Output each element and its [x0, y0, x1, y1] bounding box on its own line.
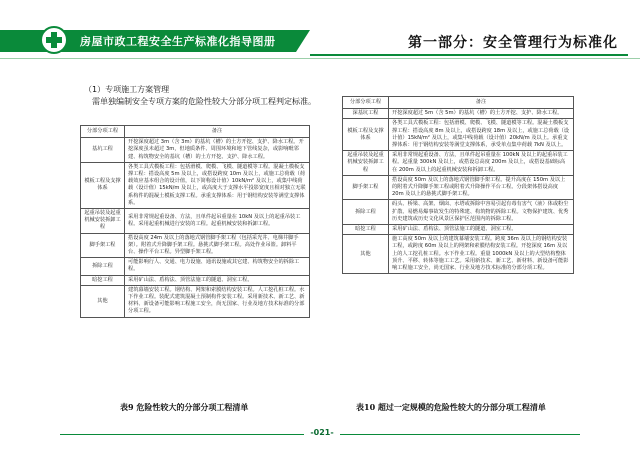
table-row: [343, 109, 574, 119]
table-caption-right: 表10 超过一定规模的危险性较大的分部分项工程清单: [356, 402, 546, 412]
intro-section: [84, 84, 324, 108]
category-cell: 脚手架工程: [81, 233, 125, 258]
table-row: [343, 119, 574, 151]
note-cell: 搭设高度 50m 及以上的落地式钢管脚手架工程。提升高度在 150m 及以上的附着式升降脚手架工程或附着式升降操作平台工程。分段架体搭设高度 20m 及以上的悬挑式脚手架工程。: [389, 175, 574, 200]
table-row: [81, 285, 310, 317]
header-rule: [310, 54, 628, 56]
note-cell: 搭设高度 24m 及以上的落地式钢管脚手架工程（包括采光井、电梯井脚手架）。附着式升降脚手架工程。悬挑式脚手架工程。高处作业吊篮。卸料平台、操作平台工程。异型脚手架工程。: [125, 233, 310, 258]
note-cell: 各类工具式模板工程：包括滑模、爬模、飞模、隧道模等工程。混凝土模板支撑工程：搭设高度 5m 及以上，或搭设跨度 10m 及以上，或施工总荷载（荷载效应基本组合的设计值，以下简称设计值）10kN/m² 及以上，或集中线荷载（设计值）15kN/m 及以上，或高度大于支撑水平投影宽度且相对独立无联系构件的混凝土模板支撑工程。承重支撑体系：用于钢结构安装等满堂支撑体系。: [125, 162, 310, 208]
table-header-row: [81, 126, 310, 138]
page-header: [0, 0, 640, 62]
column-header: 分部分项工程: [343, 97, 389, 109]
category-cell: 脚手架工程: [343, 175, 389, 200]
category-cell: 模板工程及支撑体系: [343, 119, 389, 151]
table-caption-left: 表9 危险性较大的分部分项工程清单: [120, 402, 249, 412]
table-header-row: [343, 97, 574, 109]
table-row: [81, 162, 310, 208]
category-cell: 其他: [343, 235, 389, 274]
section-heading: （1）专项施工方案管理: [84, 85, 170, 94]
note-cell: 采用矿山法、盾构法、顶管法施工的隧道、洞室工程。: [389, 225, 574, 235]
note-cell: 采用非常规起重设备、方法，且单件起吊重量在 10kN 及以上的起重吊装工程。采用起重机械进行安装的工程。起重机械安装和拆卸工程。: [125, 209, 310, 234]
category-cell: 基坑工程: [81, 138, 125, 163]
note-cell: 采用矿山法、盾构法、顶管法施工的隧道、洞室工程。: [125, 275, 310, 285]
note-cell: 建筑幕墙安装工程。钢结构、网架和索膜结构安装工程。人工挖孔桩工程。水下作业工程。装配式建筑混凝土预制构件安装工程。采用新技术、新工艺、新材料、新设备可能影响工程施工安全，尚无国家、行业及地方技术标准的分部分项工程。: [125, 285, 310, 317]
note-cell: 可能影响行人、交通、电力设施、通讯设施或其它建、构筑物安全的拆除工程。: [125, 258, 310, 275]
category-cell: 起重吊装及起重机械安装拆卸工程: [81, 209, 125, 234]
table-row: [343, 225, 574, 235]
note-cell: 采用非常规起重设备、方法，且单件起吊重量在 100kN 及以上的起重吊装工程。起重量 300kN 及以上，或搭设总高度 200m 及以上，或搭设基础标高在 200m 及以上的起重机械安装和拆卸工程。: [389, 151, 574, 176]
note-cell: 开挖深度超过 5m（含 5m）的基坑（槽）的土方开挖、支护、降水工程。: [389, 109, 574, 119]
note-cell: 各类工具式模板工程：包括滑模、爬模、飞模、隧道模等工程。混凝土模板支撑工程：搭设高度 8m 及以上，或搭设跨度 18m 及以上，或施工总荷载（设计值）15kN/m² 及以上，或集中线荷载（设计值）20kN/m 及以上。承重支撑体系：用于钢结构安装等满堂支撑体系，承受单点集中荷载 7kN 及以上。: [389, 119, 574, 151]
column-header: 备注: [125, 126, 310, 138]
page-number: -021-: [304, 428, 340, 437]
column-header: 分部分项工程: [81, 126, 125, 138]
category-cell: 其他: [81, 285, 125, 317]
category-cell: 模板工程及支撑体系: [81, 162, 125, 208]
note-cell: 码头、桥梁、高架、烟囱、水塔或拆除中容易引起有毒有害气（液）体或粉尘扩散、易燃易爆事故发生的特殊建、构筑物的拆除工程。文物保护建筑、优秀历史建筑或历史文化风景区保护区范围内的拆除工程。: [389, 200, 574, 225]
table-row: [81, 209, 310, 234]
category-cell: 拆除工程: [343, 200, 389, 225]
hazard-table-right: [342, 96, 574, 274]
hazard-table-left: [80, 125, 310, 318]
table-row: [343, 151, 574, 176]
safety-cross-logo-icon: [40, 26, 68, 54]
note-cell: 开挖深度超过 3m（含 3m）的基坑（槽）的土方开挖、支护、降水工程。开挖深度虽未超过 3m，但地质条件、周围环境和地下管线复杂，或影响毗邻建、构筑物安全的基坑（槽）的土方开挖、支护、降水工程。: [125, 138, 310, 163]
table-row: [81, 138, 310, 163]
section-paragraph: 需单独编制安全专项方案的危险性较大分部分项工程判定标准。: [92, 97, 316, 106]
category-cell: 拆除工程: [81, 258, 125, 275]
book-title: 房屋市政工程安全生产标准化指导图册: [80, 35, 276, 48]
category-cell: 深基坑工程: [343, 109, 389, 119]
table-row: [343, 175, 574, 200]
part-title: 第一部分：安全管理行为标准化: [408, 35, 618, 51]
category-cell: 暗挖工程: [343, 225, 389, 235]
header-thin-rule: [0, 58, 640, 59]
category-cell: 暗挖工程: [81, 275, 125, 285]
table-row: [343, 235, 574, 274]
table-row: [343, 200, 574, 225]
note-cell: 施工高度 50m 及以上的建筑幕墙安装工程。跨度 36m 及以上的钢结构安装工程，或跨度 60m 及以上的网架和索膜结构安装工程。开挖深度 16m 及以上的人工挖孔桩工程。水下作业工程。重量 1000kN 及以上的大型结构整体顶升、平移、转体等施工工艺。采用新技术、新工艺、新材料、新设备可能影响工程施工安全，尚无国家、行业及地方技术标准的分部分项工程。: [389, 235, 574, 274]
table-row: [81, 233, 310, 258]
category-cell: 起重吊装及起重机械安装拆卸工程: [343, 151, 389, 176]
table-row: [81, 258, 310, 275]
table-row: [81, 275, 310, 285]
column-header: 备注: [389, 97, 574, 109]
